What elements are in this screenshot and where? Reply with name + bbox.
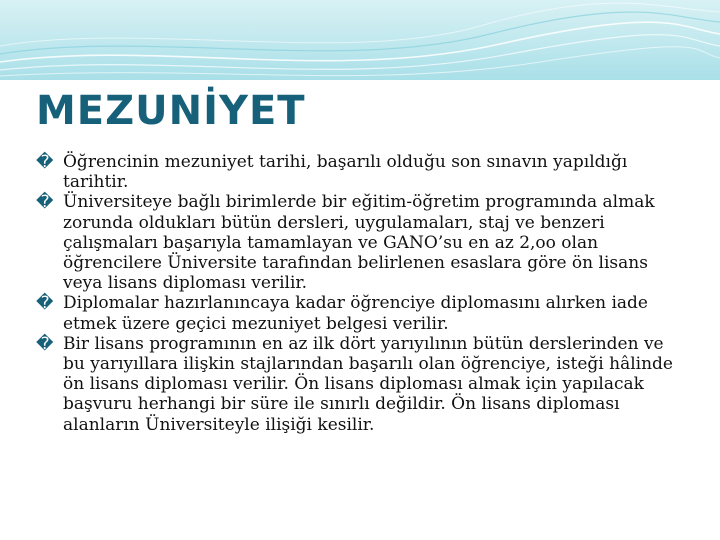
header-decoration: [0, 0, 720, 80]
bullet-glyph: �: [36, 192, 54, 213]
paragraph-text: Diplomalar hazırlanıncaya kadar öğrenciye diplomasını alırken iade etmek üzere geçici mezuniyet belgesi verilir.: [63, 293, 648, 334]
slide-title: MEZUNİYET: [36, 88, 306, 134]
list-item: [36, 152, 686, 192]
wave-lines-decoration: [0, 0, 720, 80]
bullet-glyph: �: [36, 152, 54, 172]
list-item: [36, 334, 686, 435]
bullet-glyph: �: [36, 293, 54, 314]
bullet-list: [36, 152, 686, 435]
paragraph-text: Bir lisans programının en az ilk dört yarıyılının bütün derslerinden ve bu yarıyıllara ilişkin stajlarından başarılı olan öğrenciye, isteği hâlinde ön lisans diploması verilir. Ön lisans diploması almak için yapılacak başvuru herhangi bir süre ile sınırlı değildir. Ön lisans diploması alanların Üniversiteyle ilişiği kesilir.: [63, 333, 673, 435]
paragraph-text: Öğrencinin mezuniyet tarihi, başarılı olduğu son sınavın yapıldığı tarihtir.: [63, 152, 628, 193]
list-item: [36, 192, 686, 293]
paragraph-text: Üniversiteye bağlı birimlerde bir eğitim-öğretim programında almak zorunda oldukları bütün dersleri, uygulamaları, staj ve benzeri çalışmaları başarıyla tamamlayan ve GANO’su en az 2,oo olan öğrencilere Üniversite tarafından belirlenen esaslara göre ön lisans veya lisans diploması verilir.: [63, 192, 655, 294]
list-item: [36, 293, 686, 333]
bullet-glyph: �: [36, 333, 54, 354]
